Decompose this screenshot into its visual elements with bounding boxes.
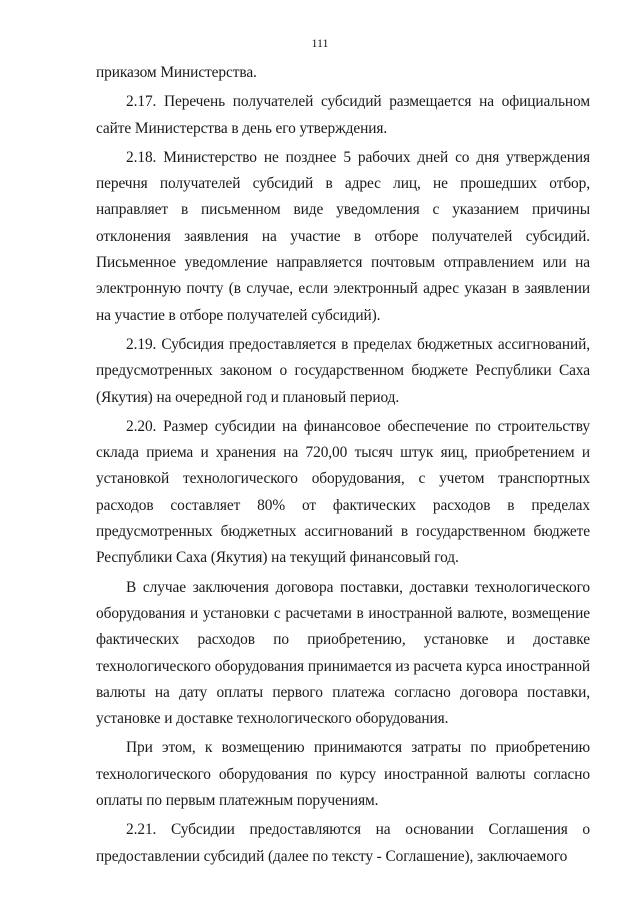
paragraph-continuation: приказом Министерства.: [96, 64, 257, 81]
paragraph-foreign-currency: В случае заключения договора поставки, доставки технологического оборудования и установки с расчетами в иностранной валюте, возмещение фактических расходов по приобретению, установке и доставке технологического оборудования принимается из расчета курса иностранной валюты на дату оплаты первого платежа согласно договора поставки, установке и доставке технологического оборудования.: [96, 578, 590, 728]
page-number: 111: [311, 36, 329, 50]
paragraph-reimbursement: При этом, к возмещению принимаются затраты по приобретению технологического оборудования по курсу иностранной валюты согласно оплаты по первым платежным поручениям.: [96, 739, 590, 810]
paragraph-2-21: 2.21. Субсидии предоставляются на основании Соглашения о предоставлении субсидий (далее по тексту - Соглашение), заключаемого: [96, 821, 590, 865]
paragraph-2-18: 2.18. Министерство не позднее 5 рабочих дней со дня утверждения перечня получателей субсидий в адрес лиц, не прошедших отбор, направляет в письменном виде уведомления с указанием причины отклонения заявления на участие в отборе получателей субсидий. Письменное уведомление направляется почтовым отправлением или на электронную почту (в случае, если электронный адрес указан в заявлении на участие в отборе получателей субсидий).: [96, 148, 590, 324]
paragraph-2-20: 2.20. Размер субсидии на финансовое обеспечение по строительству склада приема и хранения на 720,00 тысяч штук яиц, приобретением и установкой технологического оборудования, с учетом транспортных расходов составляет 80% от фактических расходов в пределах предусмотренных бюджетных ассигнований в государственном бюджете Республики Саха (Якутия) на текущий финансовый год.: [96, 417, 590, 567]
paragraph-2-19: 2.19. Субсидия предоставляется в пределах бюджетных ассигнований, предусмотренных законом о государственном бюджете Республики Саха (Якутия) на очередной год и плановый период.: [96, 335, 590, 406]
document-body: [96, 60, 590, 873]
paragraph-2-17: 2.17. Перечень получателей субсидий размещается на официальном сайте Министерства в день его утверждения.: [96, 93, 590, 137]
